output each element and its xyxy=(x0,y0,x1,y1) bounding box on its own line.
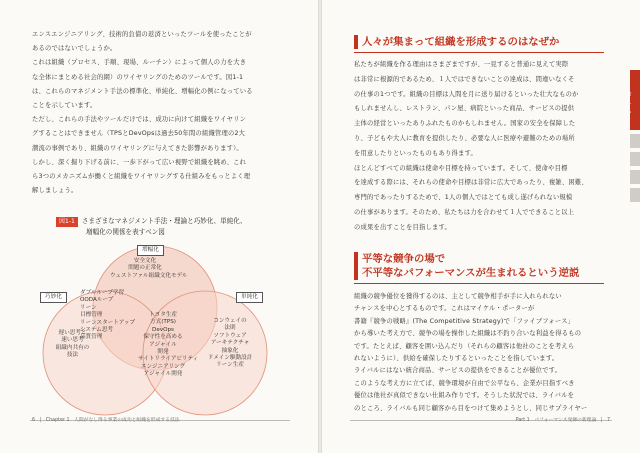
right-footer-part: Part 1 xyxy=(515,418,530,423)
text-line: このような考え方に立てば、競争環境が自由で公平なら、企業が目指すべき xyxy=(354,379,575,387)
text-line: これは組織（プロセス、手順、現場、ルーチン）によって個人の力を大き xyxy=(32,59,247,67)
venn-item: ダブルループ学習 xyxy=(80,290,125,296)
text-line: チャンスを中心とするものです。これはマイケル・ポーターが xyxy=(354,305,535,313)
venn-item: 保守性を高める xyxy=(143,334,183,341)
text-line: 組織の競争優位を獲得するのは、主として競争相手が手に入れられない xyxy=(354,293,562,300)
venn-item: 速い思考 xyxy=(61,337,84,344)
heading1-bar xyxy=(354,35,358,49)
side-marker-1 xyxy=(630,134,640,148)
venn-item: アジャイル開発 xyxy=(143,371,183,378)
figure-caption xyxy=(56,216,246,237)
venn-center-items xyxy=(138,312,199,379)
text-line: もしれませんし、レストラン、パン屋、病院といった商品、サービスの提供 xyxy=(354,105,575,113)
venn-item: 品質管理 xyxy=(80,334,103,341)
venn-item: 開発 xyxy=(157,349,169,356)
venn-item: リーン生産 xyxy=(216,362,244,369)
label-amplify: 増幅化 xyxy=(137,245,164,256)
text-line: です。たとえば、顧客を囲い込んだり（それらの顧客は他社のことを考えら xyxy=(354,342,575,350)
left-footer-chapter: Chapter 1 xyxy=(45,418,70,423)
venn-top-items xyxy=(110,258,188,280)
text-line: 主体の経営といったありふれたものかもしれません。国家の安全を保障した xyxy=(354,120,576,128)
label-simplify: 単純化 xyxy=(236,292,263,303)
text-line: 解しましょう。 xyxy=(32,187,78,195)
venn-item: アジャイル xyxy=(149,341,177,348)
venn-item: リーン xyxy=(80,304,97,311)
text-line: の成果を出すことを目指します。 xyxy=(354,223,451,231)
text-line: ことを示しています。 xyxy=(32,102,97,109)
venn-item: DevOps xyxy=(152,326,174,333)
venn-item: トヨタ生産 xyxy=(149,312,177,318)
heading1-underline xyxy=(354,52,604,53)
venn-item: リーンスタートアップ xyxy=(80,319,136,326)
label-refine: 巧妙化 xyxy=(40,292,67,303)
text-line: ほとんどすべての組織は使命や目標を持っています。そして、使命や目標 xyxy=(354,164,568,172)
venn-item: アーキテクチャ xyxy=(210,340,250,347)
text-line: の仕事があります。そのため、私たちは力を合わせて１人でできること以上 xyxy=(354,209,575,216)
text-line: から導いた考え方で、競争の場を操作した組織は不釣り合いな利益を得るもの xyxy=(354,330,582,338)
side-marker-4 xyxy=(630,188,640,202)
text-line: 私たちが組織を作る理由はさまざまですが、一見すると普通に見えて実際 xyxy=(354,61,569,68)
side-marker-2 xyxy=(630,152,640,166)
venn-right-items xyxy=(195,318,265,370)
right-footer-part-title: パフォーマンス発揮の新理論 xyxy=(534,418,597,423)
text-line: は非常に根源的であるため、１人ではできないことの達成は、間違いなくそ xyxy=(354,75,575,83)
section-heading-2 xyxy=(362,252,579,280)
text-line: エンスエンジニアリング、技術的負債の返済といったツールを使ったことが xyxy=(32,31,252,38)
figure-badge: 図1-1 xyxy=(56,217,78,227)
heading2-line2: 不平等なパフォーマンスが生まれるという逆説 xyxy=(362,267,580,279)
text-line: 書籍『競争の戦略』(The Competitive Strategy)で「ファイブフォース」 xyxy=(354,317,575,325)
venn-item: OODAループ xyxy=(80,297,114,304)
side-marker-3 xyxy=(630,170,640,184)
text-line: の仕事の1つです。組織の目標は人間を月に送り届けるといった壮大なものか xyxy=(354,90,579,98)
venn-item: エンジニアリング xyxy=(140,363,186,370)
venn-item: システム思考 xyxy=(80,327,114,334)
heading2-line1: 平等な競争の場で xyxy=(362,253,446,265)
figure-title-line1: さまざまなマネジメント手法・理論と巧妙化、単純化、 xyxy=(81,217,247,225)
text-line: グすることはできません（TPSとDevOpsは過去50年間の組織管理の2大 xyxy=(32,130,246,138)
chapter-side-tab-label: Chapter 1 xyxy=(625,91,631,114)
left-page-number: 6 xyxy=(32,418,36,423)
right-page-number: 7 xyxy=(606,418,610,423)
section-heading-1: 人々が集まって組織を形成するのはなぜか xyxy=(362,36,560,48)
venn-item: サイトリライアビリティ xyxy=(138,356,199,363)
text-line: あるのではないでしょうか。 xyxy=(32,45,117,53)
text-line: ライバルにはない統合商品、サービスの提供をできることが優位です。 xyxy=(354,367,562,375)
right-footer: Part 1 パフォーマンス発揮の新理論 | 7 xyxy=(515,418,610,423)
figure-title-line2: 増幅化の関係を表すベン図 xyxy=(86,228,165,236)
venn-item: 組織内共有の xyxy=(55,344,90,351)
text-line: ら3つのメカニズムが働くと組織をワイヤリングする仕組みをもっとよく理 xyxy=(32,173,251,180)
text-line: り、子どもや大人に教育を提供したり、必要な人に医療や避難のための場所 xyxy=(354,135,575,142)
heading2-underline xyxy=(354,283,604,284)
text-line: 潮流の事例であり、組織のワイヤリングに与えてきた影響があります）。 xyxy=(32,144,243,152)
venn-item: 目標管理 xyxy=(80,312,103,319)
text-line: 専門的であったりするためで、1人の個人ではとても成し遂げられない規模 xyxy=(354,194,573,202)
left-footer: 6 | Chapter 1 人間がなし得る事業の成功と組織を形成する技法 xyxy=(32,418,180,423)
left-footer-chapter-title: 人間がなし得る事業の成功と組織を形成する技法 xyxy=(74,418,180,423)
venn-item: ドメイン駆動設計 xyxy=(207,355,253,362)
venn-item: 安全文化 xyxy=(133,258,157,264)
text-line: しかし、深く掘り下げる前に、一歩下がって広い視野で組織を眺め、これ xyxy=(32,158,247,166)
text-line: のところ、ライバルも同じ顧客から目をつけて集めようとし、同じサプライヤー xyxy=(354,404,588,412)
venn-item: 技法 xyxy=(66,352,79,359)
heading2-bar xyxy=(354,252,358,280)
venn-item: 方式(TPS) xyxy=(150,319,176,326)
venn-item: 問題の正常化 xyxy=(128,265,162,272)
text-line: は、これらのマネジメント手法の標準化、単純化、増幅化の例になっている xyxy=(32,87,253,95)
venn-item: 遅い思考と xyxy=(58,330,87,336)
text-line: を達成する際には、それらの使命や目標は非常に広大であったり、複雑、困難、 xyxy=(354,179,588,187)
venn-item: ソフトウェア xyxy=(213,332,247,339)
text-line: れないように）、供給を確保したりするといったことを指しています。 xyxy=(354,355,559,362)
venn-item: 抽象化 xyxy=(221,347,239,354)
venn-item: ウェストファル組織文化モデル xyxy=(110,272,188,279)
left-page xyxy=(0,0,318,453)
chapter-side-tab xyxy=(630,70,640,130)
text-line: ただし、これらの手法やツールだけでは、成功に向けて組織をワイヤリン xyxy=(32,116,247,124)
text-line: を用意したりといったものもあり得ます。 xyxy=(354,149,477,157)
venn-item: コンウェイの xyxy=(213,318,247,324)
venn-item: 法則 xyxy=(224,325,236,332)
text-line: 優位は他社が真似できない仕組み作りです。そうした状況では、ライバルを xyxy=(354,392,575,400)
right-page xyxy=(322,0,640,453)
venn-left-items xyxy=(45,330,100,360)
text-line: な全体にまとめる社会的網）のワイヤリングのためのツールです。図1-1 xyxy=(32,73,244,81)
